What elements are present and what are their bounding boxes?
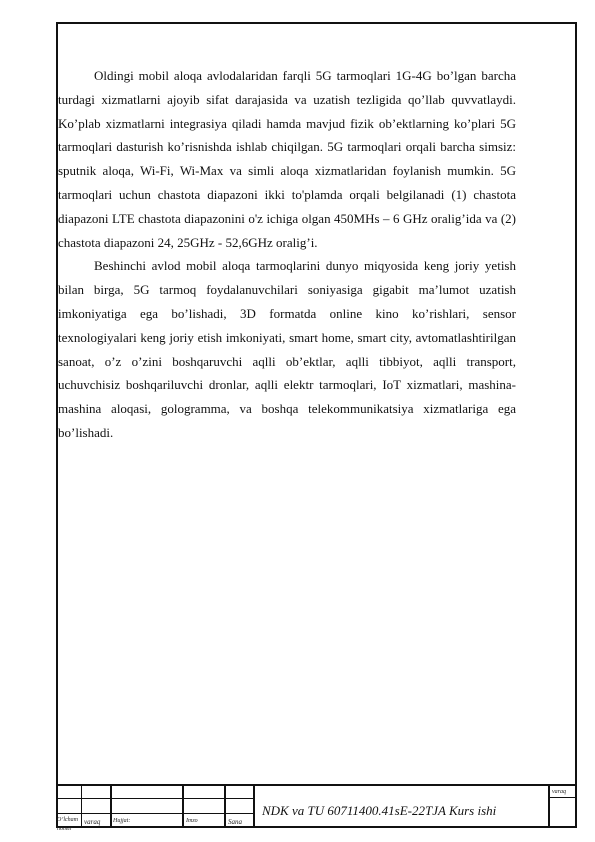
label-sheet: varaq bbox=[552, 789, 566, 795]
paragraph-2: Beshinchi avlod mobil aloqa tarmoqlarini dunyo miqyosida keng joriy yetish bilan birga, 5G tarmoq foydalanuvchilari soniyasiga gigabit ma’lumot uzatish imkoniyatiga ega bo’lishadi, 3D formatda online kino ko’rishlari, sensor texnologiyalari keng joriy etish imkoniyati, smart home, smart city, avtomatlashtirilgan sanoat, o’z o’zini boshqaruvchi aqlli ob’ektlar, aqlli tibbiyot, aqlli transport, uchuvchisiz boshqariluvchi dronlar, aqlli elektr tarmoqlari, IoT xizmatlari, mashina-mashina aloqasi, gologramma, va boshqa telekommunikatsiya xizmatlariga ega bo’lishadi. bbox=[58, 258, 516, 440]
document-code: NDK va TU 60711400.41sE-22TJA Kurs ishi bbox=[262, 803, 497, 818]
label-varaq: varaq bbox=[84, 818, 101, 826]
label-hujjat: Hujjat: bbox=[113, 818, 131, 824]
paragraph-1: Oldingi mobil aloqa avlodalaridan farqli 5G tarmoqlari 1G-4G bo’lgan barcha turdagi xizmatlarni ajoyib sifat darajasida va uzatish tezligida qo’llab quvvatlaydi. Ko’plab xizmatlarni integrasiya qiladi hamda mavjud fizik ob’ektlarning ko’plari 5G tarmoqlari dasturish ko’risnishda ishlab chiqilgan. 5G tarmoqlari orqali barcha simsiz: sputnik aloqa, Wi-Fi, Wi-Max va simli aloqa xizmatlaridan foylanish mumkin. 5G tarmoqlari uchun chastota diapazoni ikki to'plamda orqali belgilanadi (1) chastota diapazoni LTE chastota diapazonini o'z ichiga olgan 450MHs – 6 GHz oralig’ida va (2) chastota diapazoni 24, 25GHz - 52,6GHz oralig’i. bbox=[58, 68, 516, 250]
label-sana: Sana bbox=[228, 818, 242, 826]
document-body bbox=[58, 64, 516, 445]
label-nomer: nomer bbox=[57, 826, 73, 832]
label-imzo: Imzo bbox=[186, 818, 198, 824]
label-olcham: O’lcham bbox=[57, 817, 78, 823]
